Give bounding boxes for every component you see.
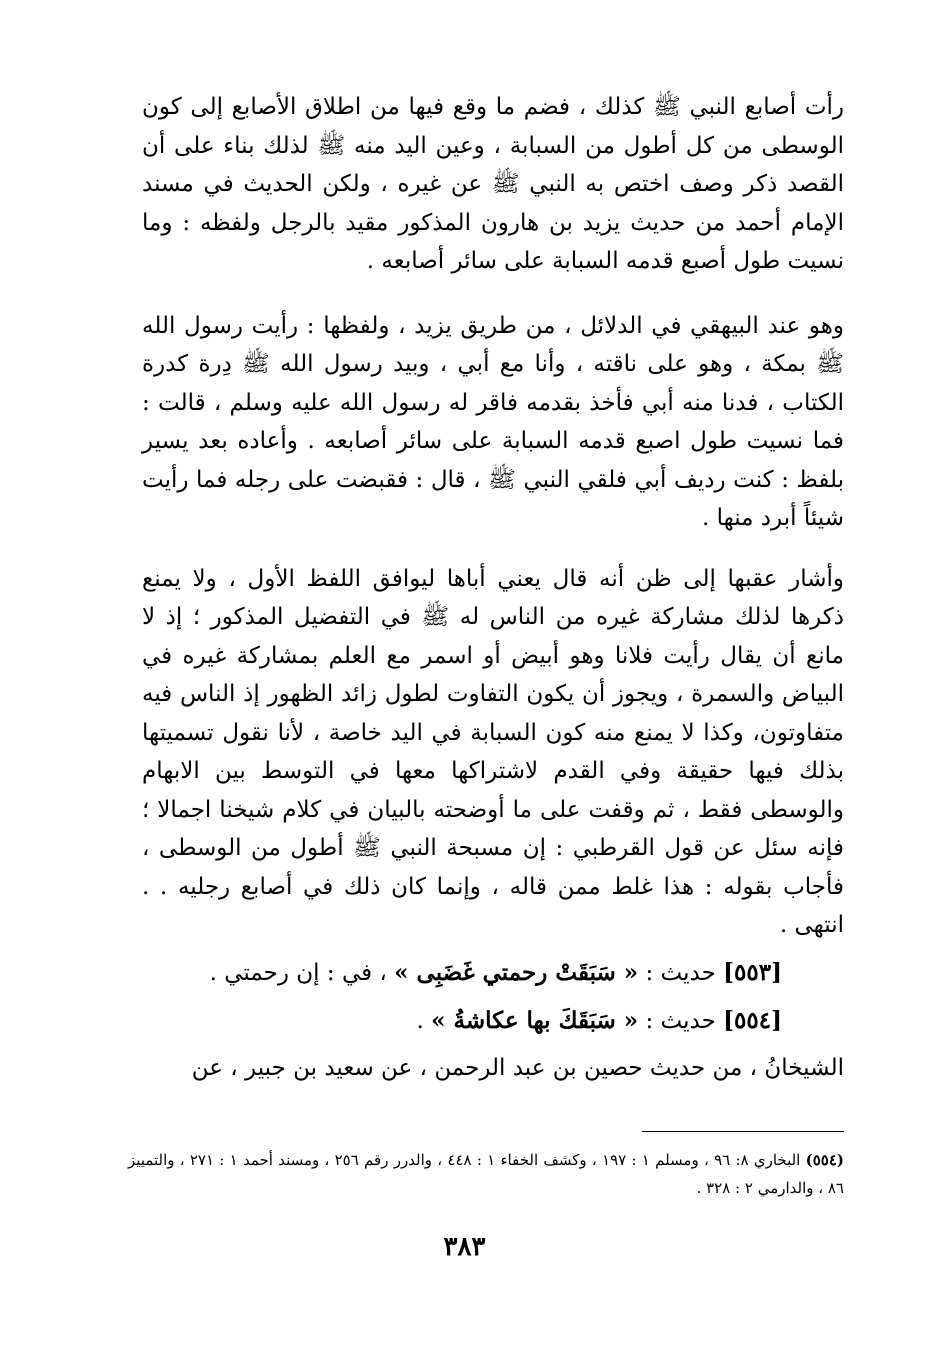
paragraph-2: وهو عند البيهقي في الدلائل ، من طريق يزيد ، ولفظها : رأيت رسول الله ﷺ بمكة ، وهو على ناقته ، وأنا مع أبي ، وبيد رسول الله ﷺ دِرة كدرة الكتاب ، فدنا منه أبي فأخذ بقدمه فاقر له رسول الله عليه وسلم ، قالت : فما نسيت طول اصبع قدمه السبابة على سائر أصابعه . وأعاده بعد يسير بلفظ : كنت رديف أبي فلقي النبي ﷺ ، قال : فقبضت على رجله فما رأيت شيئاً أبرد منها . bbox=[142, 312, 844, 531]
footnote bbox=[128, 1146, 844, 1202]
hadith-rest: ، في : إن رحمتي . bbox=[209, 959, 387, 986]
footnote-text: البخاري ٨: ٩٦ ، ومسلم ١ : ١٩٧ ، وكشف الخفاء ١ : ٤٤٨ ، والدرر رقم ٢٥٦ ، ومسند أحمد ١ : ٢٧١ ، والتمييز ٨٦ ، والدارمي ٢ : ٣٢٨ . bbox=[128, 1151, 844, 1197]
hadith-label: حديث : bbox=[645, 1007, 716, 1034]
hadith-rest: . bbox=[416, 1007, 424, 1034]
paragraph-3: وأشار عقبها إلى ظن أنه قال يعني أباها ليوافق اللفظ الأول ، ولا يمنع ذكرها لذلك مشاركة غيره من الناس له ﷺ في التفضيل المذكور ؛ إذ لا مانع أن يقال رأيت فلانا وهو أبيض أو اسمر مع العلم بمشاركة غيره في البياض والسمرة ، ويجوز أن يكون التفاوت لطول زائد الظهور إذ الناس فيه متفاوتون، وكذا لا يمنع منه كون السبابة في اليد خاصة ، لأنا نقول تسميتها بذلك فيها حقيقة وفي القدم لاشتراكها معها في التوسط بين الابهام والوسطى فقط ، ثم وقفت على ما أوضحته بالبيان في كلام شيخنا اجمالا ؛ فإنه سئل عن قول القرطبي : إن مسبحة النبي ﷺ أطول من الوسطى ، فأجاب بقوله : هذا غلط ممن قاله ، وإنما كان ذلك في أصابع رجليه . . انتهى . bbox=[142, 565, 844, 938]
main-text bbox=[142, 88, 844, 1109]
hadith-quote: « سَبَقَتْ رحمتي غَضَبِى » bbox=[394, 958, 639, 986]
hadith-number: [٥٥٤] bbox=[723, 1006, 782, 1034]
paragraph-1: رأت أصابع النبي ﷺ كذلك ، فضم ما وقع فيها من اطلاق الأصابع إلى كون الوسطى من كل أطول من السبابة ، وعين اليد منه ﷺ لذلك بناء على أن القصد ذكر وصف اختص به النبي ﷺ عن غيره ، ولكن الحديث في مسند الإمام أحمد من حديث يزيد بن هارون المذكور مقيد بالرجل ولفظه : وما نسيت طول أصبع قدمه السبابة على سائر أصابعه . bbox=[142, 94, 844, 274]
hadith-553 bbox=[142, 949, 782, 997]
hadith-label: حديث : bbox=[645, 959, 716, 986]
hadith-number: [٥٥٣] bbox=[723, 958, 782, 986]
hadith-quote: « سَبَقَكَ بها عكاشةُ » bbox=[431, 1006, 639, 1034]
paragraph-last: الشيخانُ ، من حديث حصين بن عبد الرحمن ، عن سعيد بن جبير ، عن bbox=[191, 1054, 844, 1081]
page-number: ٣٨٣ bbox=[443, 1232, 486, 1262]
hadith-554 bbox=[142, 997, 782, 1045]
footnote-separator bbox=[642, 1131, 844, 1132]
footnote-number: (٥٥٤) bbox=[805, 1151, 844, 1169]
